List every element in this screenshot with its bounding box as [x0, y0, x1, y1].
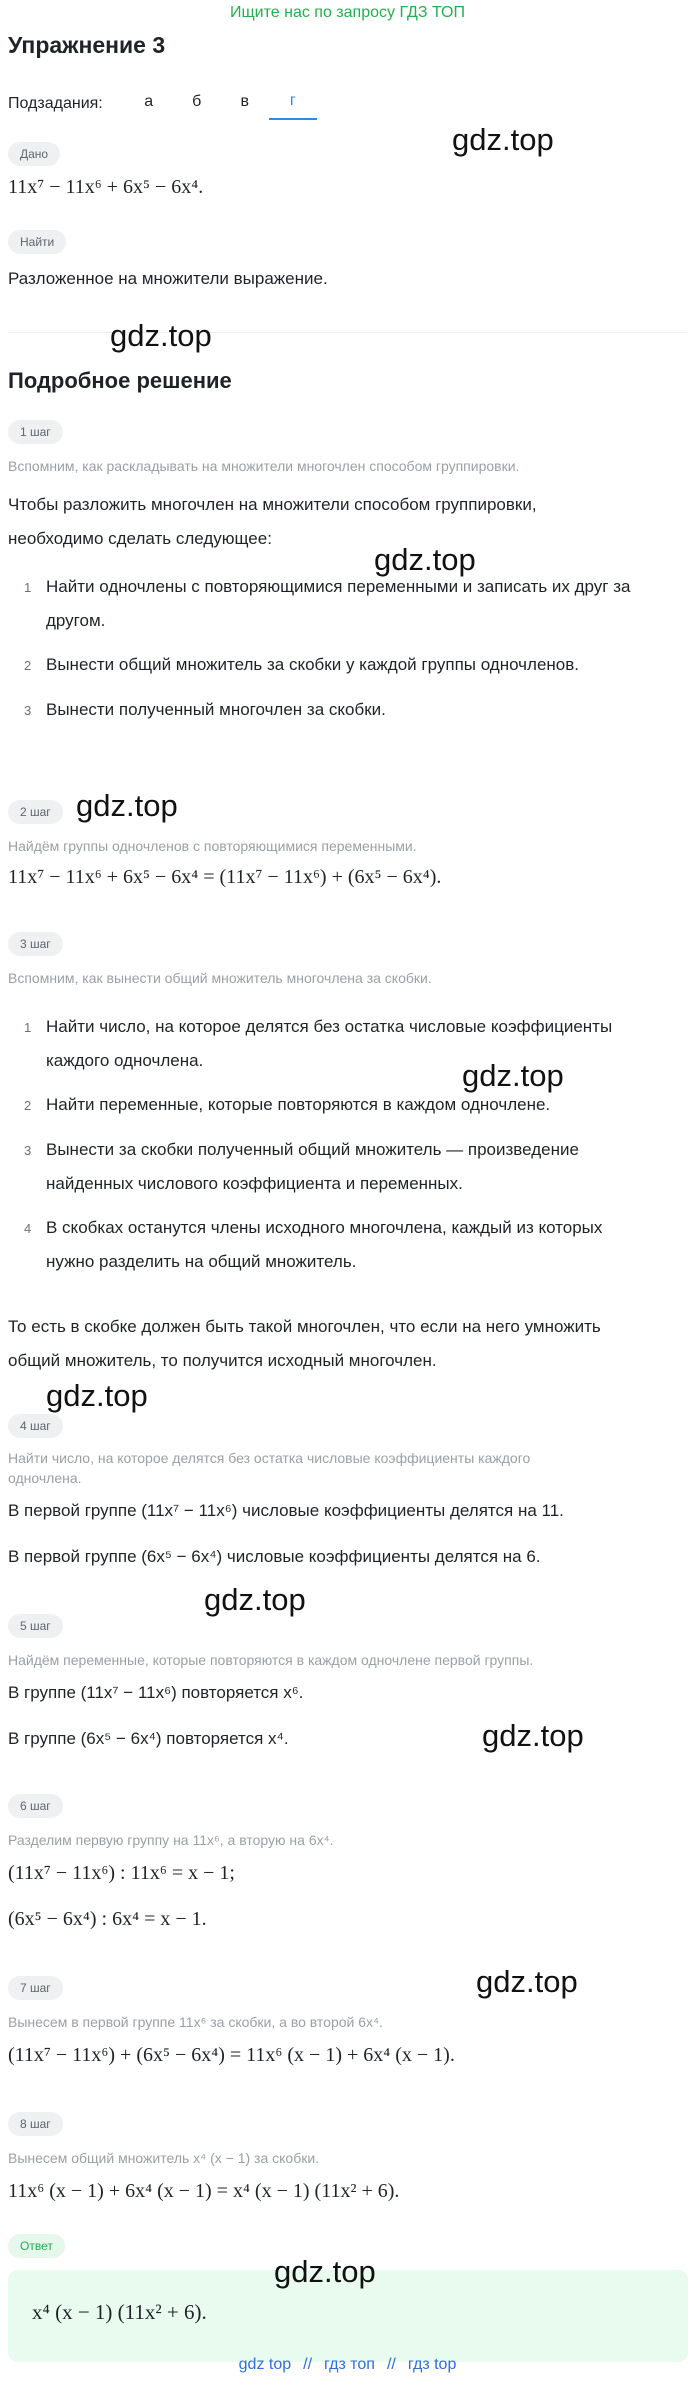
list-item: 1 Найти одночлены с повторяющимися переменными и записать их друг за другом. — [24, 577, 631, 630]
find-tag: Найти — [8, 230, 66, 254]
tab-v[interactable]: в — [240, 93, 249, 110]
list-item: 3 Вынести полученный многочлен за скобки. — [24, 700, 386, 719]
step-tag: 8 шаг — [8, 2112, 63, 2136]
tab-b[interactable]: б — [192, 93, 202, 110]
step-hint: Вспомним, как раскладывать на множители многочлен способом группировки. — [8, 458, 520, 474]
watermark: gdz.top — [462, 1058, 564, 1093]
step-hint: Вспомним, как вынести общий множитель многочлена за скобки. — [8, 970, 432, 986]
top-link[interactable]: Ищите нас по запросу ГДЗ ТОП — [230, 4, 465, 21]
step-tag: 3 шаг — [8, 932, 63, 956]
tab-g[interactable]: г — [269, 88, 317, 120]
step-hint: Вынесем общий множитель x⁴ (x − 1) за скобки. — [8, 2150, 320, 2166]
watermark: gdz.top — [204, 1582, 306, 1617]
watermark: gdz.top — [274, 2254, 376, 2289]
step-tag: 4 шаг — [8, 1414, 63, 1438]
step-line: В первой группе (11x⁷ − 11x⁶) числовые коэффициенты делятся на 11. — [8, 1501, 564, 1520]
given-tag: Дано — [8, 142, 60, 166]
step-tag: 1 шаг — [8, 420, 63, 444]
find-text: Разложенное на множители выражение. — [8, 269, 328, 288]
watermark: gdz.top — [46, 1378, 148, 1413]
step-line: В группе (11x⁷ − 11x⁶) повторяется x⁶. — [8, 1683, 304, 1702]
step-expression: (11x⁷ − 11x⁶) + (6x⁵ − 6x⁴) = 11x⁶ (x − 1) + 6x⁴ (x − 1). — [8, 2044, 455, 2066]
step-line: В первой группе (6x⁵ − 6x⁴) числовые коэффициенты делятся на 6. — [8, 1547, 541, 1566]
page-title: Упражнение 3 — [8, 32, 166, 58]
tab-a[interactable]: а — [144, 93, 154, 110]
answer-tag: Ответ — [8, 2234, 65, 2258]
footer-link[interactable]: гдз top — [407, 2356, 457, 2373]
step-text: необходимо сделать следующее: — [8, 529, 272, 548]
list-item: 1 Найти число, на которое делятся без остатка числовые коэффициенты каждого одночлена. — [24, 1017, 613, 1070]
step-expression: 11x⁶ (x − 1) + 6x⁴ (x − 1) = x⁴ (x − 1) (11x² + 6). — [8, 2180, 400, 2202]
list-item: 3 Вынести за скобки полученный общий множитель — произведение найденных числового коэффициента и переменных. — [24, 1140, 579, 1193]
list-item: 2 Вынести общий множитель за скобки у каждой группы одночленов. — [24, 655, 580, 674]
subtasks-tabs — [0, 80, 695, 128]
step-expression: (11x⁷ − 11x⁶) : 11x⁶ = x − 1; — [8, 1862, 235, 1884]
list-item: 4 В скобках останутся члены исходного многочлена, каждый из которых нужно разделить на общий множитель. — [24, 1218, 603, 1271]
watermark: gdz.top — [374, 542, 476, 577]
step3-list — [0, 1010, 695, 1279]
step-hint: Вынесем в первой группе 11x⁶ за скобки, а во второй 6x⁴. — [8, 2014, 383, 2030]
step-expression: 11x⁷ − 11x⁶ + 6x⁵ − 6x⁴ = (11x⁷ − 11x⁶) + (6x⁵ − 6x⁴). — [8, 866, 442, 888]
step-tag: 2 шаг — [8, 800, 63, 824]
list-item: 2 Найти переменные, которые повторяются в каждом одночлене. — [24, 1095, 551, 1114]
step-expression: (6x⁵ − 6x⁴) : 6x⁴ = x − 1. — [8, 1908, 207, 1930]
step-line: В группе (6x⁵ − 6x⁴) повторяется x⁴. — [8, 1729, 289, 1748]
subtasks-label: Подзадания: — [8, 95, 103, 112]
watermark: gdz.top — [482, 1718, 584, 1753]
step-tag: 5 шаг — [8, 1614, 63, 1638]
footer-separator: // — [303, 2356, 313, 2373]
given-expression: 11x⁷ − 11x⁶ + 6x⁵ − 6x⁴. — [8, 176, 204, 198]
step-text: То есть в скобке должен быть такой многочлен, что если на него умножить — [8, 1317, 601, 1336]
step-hint: Найти число, на которое делятся без остатка числовые коэффициенты каждого — [8, 1450, 531, 1466]
step-hint: Найдём переменные, которые повторяются в каждом одночлене первой группы. — [8, 1652, 534, 1668]
step-tag: 6 шаг — [8, 1794, 63, 1818]
step-text: общий множитель, то получится исходный многочлен. — [8, 1351, 437, 1370]
footer-separator: // — [386, 2356, 396, 2373]
footer-link[interactable]: гдз топ — [324, 2356, 375, 2373]
step-hint: Найдём группы одночленов с повторяющимися переменными. — [8, 838, 417, 854]
answer-expression: x⁴ (x − 1) (11x² + 6). — [32, 2300, 207, 2324]
step-hint: Разделим первую группу на 11x⁶, а вторую на 6x⁴. — [8, 1832, 334, 1848]
footer-links — [0, 2356, 695, 2374]
step-text: Чтобы разложить многочлен на множители способом группировки, — [8, 495, 537, 514]
step-tag: 7 шаг — [8, 1976, 63, 2000]
step1-list — [0, 570, 695, 728]
watermark: gdz.top — [452, 122, 554, 157]
watermark: gdz.top — [110, 318, 212, 353]
step-hint: одночлена. — [8, 1470, 82, 1486]
solution-title: Подробное решение — [8, 368, 232, 393]
footer-link[interactable]: gdz top — [238, 2356, 292, 2373]
watermark: gdz.top — [476, 1964, 578, 1999]
watermark: gdz.top — [76, 788, 178, 823]
